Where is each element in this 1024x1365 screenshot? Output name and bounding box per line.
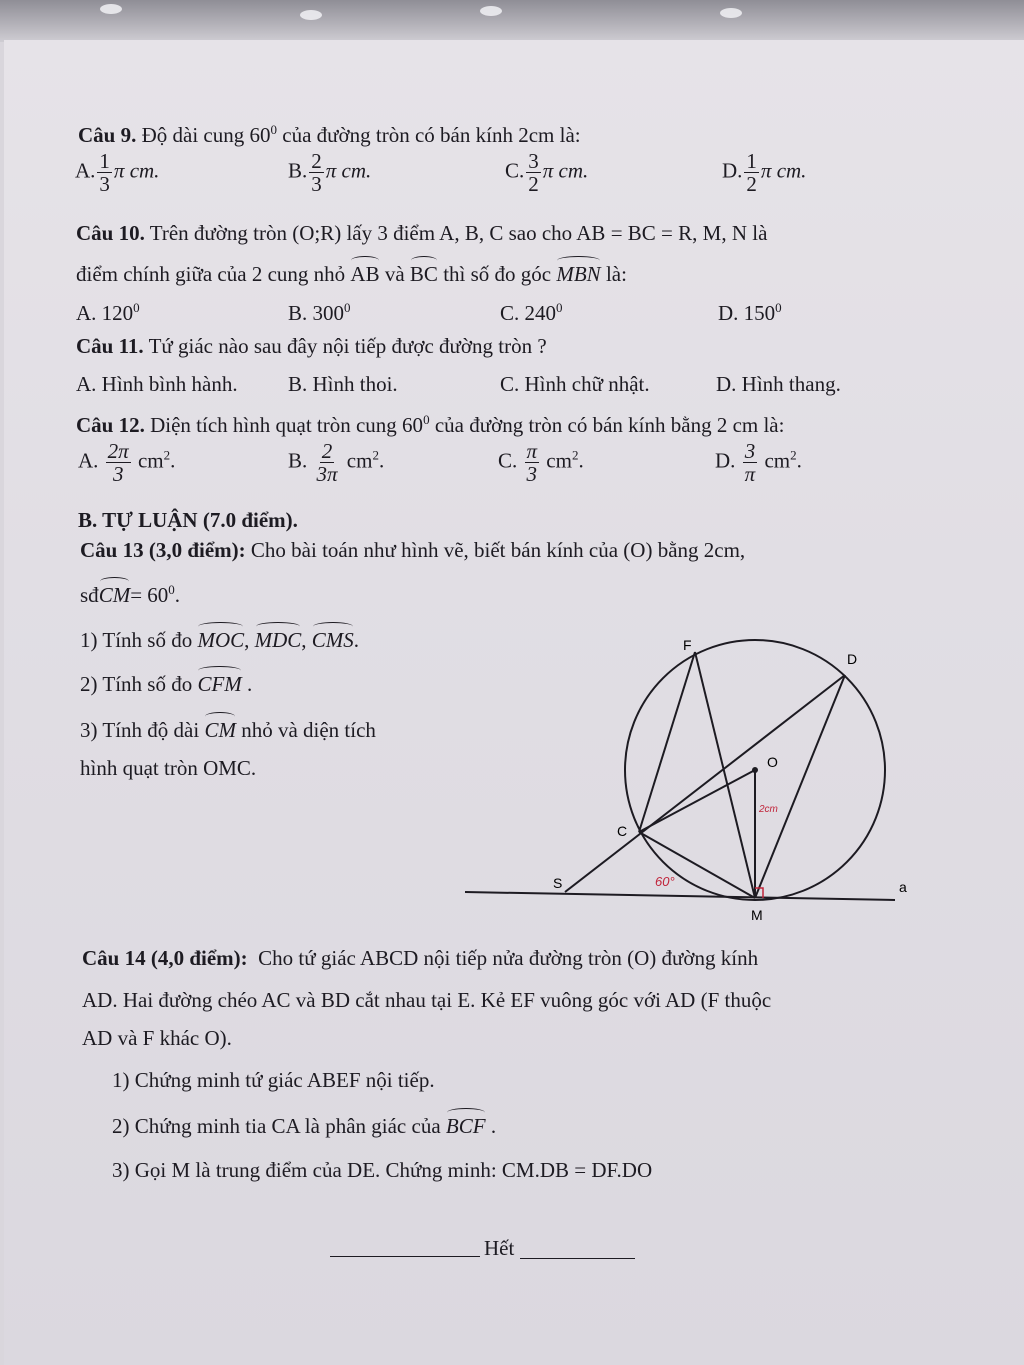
q10-line2: điểm chính giữa của 2 cung nhỏ AB và BC thì số đo góc MBN là: [76,258,627,286]
q11-option-c: C. Hình chữ nhật. [500,372,650,396]
q11-option-d: D. Hình thang. [716,372,841,396]
q12-stem: Câu 12. Diện tích hình quạt tròn cung $60^0$ của đường tròn có bán kính bằng 2 cm là: [76,412,785,437]
q14-item2: 2) Chứng minh tia CA là phân giác của BCF . [112,1110,496,1138]
q11-option-a: A. Hình bình hành. [76,372,238,396]
background-dot [720,8,742,18]
label-f: F [683,637,692,653]
geometry-figure [455,630,925,930]
label-m: M [751,907,763,923]
end-rule-left [330,1256,480,1257]
q14-item3: 3) Gọi M là trung điểm của DE. Chứng minh: CM.DB = DF.DO [112,1158,653,1182]
q11-option-b: B. Hình thoi. [288,372,398,396]
q14-line2: AD. Hai đường chéo AC và BD cắt nhau tại E. Kẻ EF vuông góc với AD (F thuộc [82,988,772,1012]
q12-option-a: A. $\frac{2\pi}{3}$ $cm^2$. [78,439,176,486]
background-top [0,0,1024,42]
background-dot [100,4,122,14]
q10-option-c: C. $240^0$ [500,300,563,325]
q10-option-d: D. $150^0$ [718,300,782,325]
length-note: 2cm [759,804,778,815]
angle-note: 60° [655,874,675,889]
q10-line1: Câu 10. Trên đường tròn (O;R) lấy 3 điểm A, B, C sao cho AB = BC = R, M, N là [76,221,768,245]
background-dot [300,10,322,20]
q13-item1: 1) Tính số đo MOC, MDC, CMS. [80,624,359,652]
q14-line3: AD và F khác O). [82,1026,232,1050]
q9-option-b: B. $\frac{2}{3}$ π cm. [288,149,372,196]
label-o: O [767,754,778,770]
q13-item3-cont: hình quạt tròn OMC. [80,756,257,780]
q9-option-c: C. $\frac{3}{2}$ π cm. [505,149,589,196]
q13-item3: 3) Tính độ dài CM nhỏ và diện tích [80,714,376,742]
q9-stem: Câu 9. Độ dài cung $60^0$ của đường tròn có bán kính 2cm là: [78,122,581,147]
chord-dm [755,675,845,898]
q10-option-a: A. $120^0$ [76,300,140,325]
q12-option-d: D. $\frac{3}{\pi}$ $cm^2$. [715,439,802,486]
q14-line1: Câu 14 (4,0 điểm): Cho tứ giác ABCD nội tiếp nửa đường tròn (O) đường kính [82,946,759,970]
background-dot [480,6,502,16]
q9-option-d: D. $\frac{1}{2}$ π cm. [722,149,807,196]
line-sd [565,675,845,892]
end-rule-right [520,1258,635,1259]
q13-given: sđCM= $60^0$. [80,578,180,607]
q13-stem: Câu 13 (3,0 điểm): Cho bài toán như hình vẽ, biết bán kính của (O) bằng 2cm, [80,538,746,562]
chord-fc [639,652,695,832]
q12-option-b: B. $\frac{2}{3\pi}$ $cm^2$. [288,439,385,486]
part-b-title: B. TỰ LUẬN (7.0 điểm). [78,508,298,532]
center-point [752,767,758,773]
end-mark: Hết [484,1236,515,1260]
tangent-line [465,892,895,900]
q12-option-c: C. $\frac{\pi}{3}$ $cm^2$. [498,439,584,486]
q13-item2: 2) Tính số đo CFM . [80,668,252,696]
label-d: D [847,651,858,667]
label-a: a [899,879,907,895]
q10-option-b: B. $300^0$ [288,300,351,325]
label-c: C [617,823,628,839]
q9-option-a: A. $\frac{1}{3}$ π cm. [75,149,160,196]
q11-stem: Câu 11. Tứ giác nào sau đây nội tiếp được đường tròn ? [76,334,547,358]
q14-item1: 1) Chứng minh tứ giác ABEF nội tiếp. [112,1068,435,1092]
label-s: S [553,875,563,891]
